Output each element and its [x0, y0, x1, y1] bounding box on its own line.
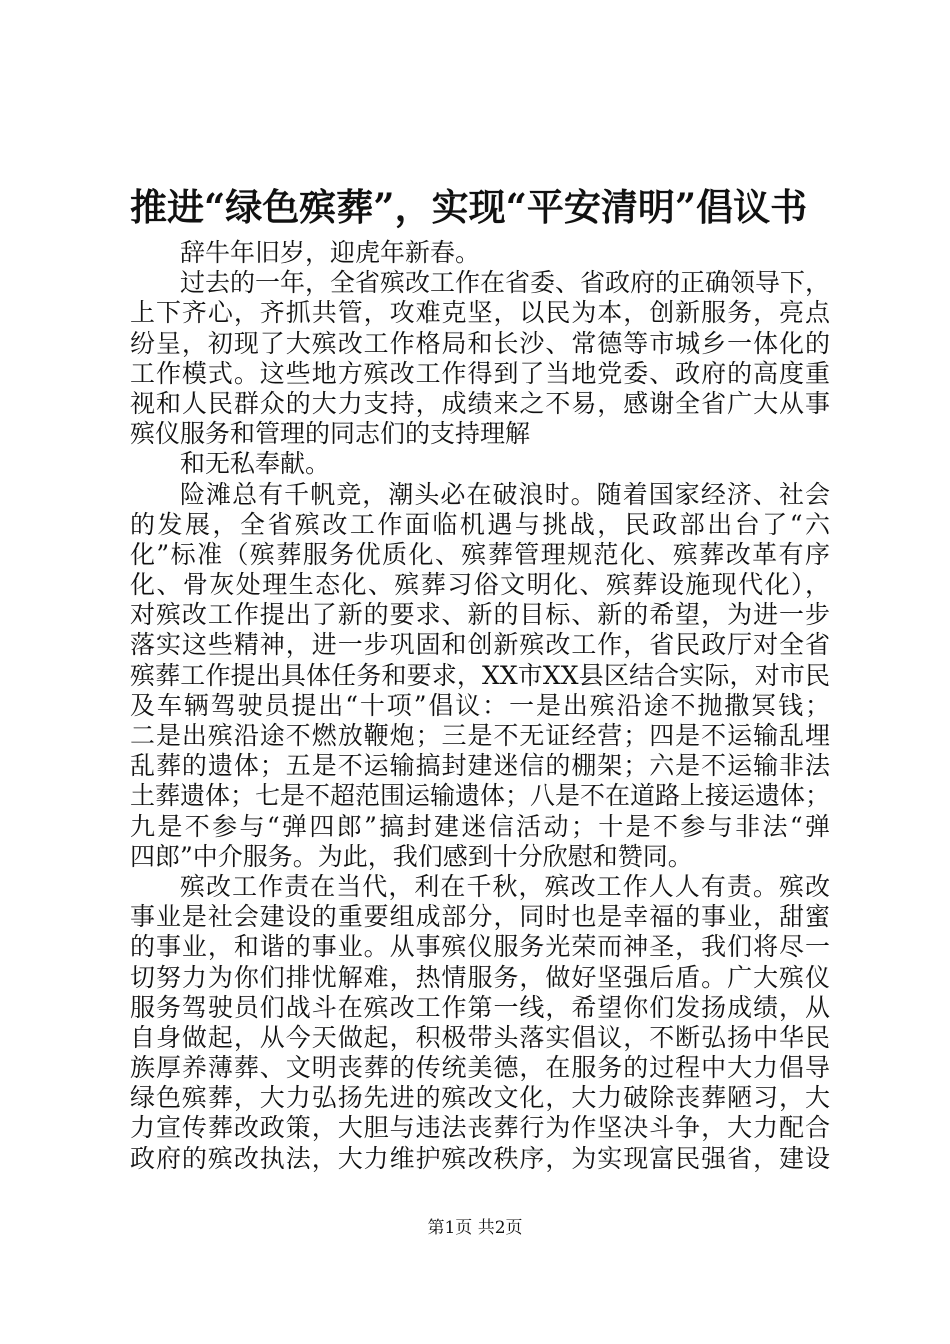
paragraph-line: 工作模式。这些地方殡改工作得到了当地党委、政府的高度重: [130, 358, 830, 388]
paragraph-line: 二是出殡沿途不燃放鞭炮；三是不无证经营；四是不运输乱埋: [130, 721, 830, 750]
paragraph-line: 政府的殡改执法，大力维护殡改秩序，为实现富民强省，建设: [130, 1143, 830, 1173]
paragraph-line: 化、骨灰处理生态化、殡葬习俗文明化、殡葬设施现代化），: [130, 570, 830, 600]
page-number-footer: 第1页 共2页: [427, 1218, 523, 1238]
paragraph-line: 落实这些精神，进一步巩固和创新殡改工作，省民政厅对全省: [130, 630, 830, 660]
paragraph-line: 殡葬工作提出具体任务和要求，XX市XX县区结合实际，对市民: [130, 660, 830, 690]
paragraph-line: 切努力为你们排忧解难，热情服务，做好坚强后盾。广大殡仪: [130, 962, 830, 992]
paragraph-line: 及车辆驾驶员提出“十项”倡议：一是出殡沿途不抛撒冥钱；: [130, 690, 830, 720]
paragraph-line: 服务驾驶员们战斗在殡改工作第一线，希望你们发扬成绩，从: [130, 992, 830, 1022]
paragraph-line: 和无私奉献。: [180, 449, 331, 479]
paragraph-line: 上下齐心，齐抓共管，攻难克坚，以民为本，创新服务，亮点: [130, 298, 830, 328]
paragraph-line: 土葬遗体；七是不超范围运输遗体；八是不在道路上接运遗体；: [130, 781, 831, 811]
paragraph-line: 殡仪服务和管理的同志们的支持理解: [130, 419, 531, 449]
paragraph-line: 九是不参与“弹四郎”搞封建迷信活动；十是不参与非法“弹: [130, 811, 830, 841]
paragraph-line: 视和人民群众的大力支持，成绩来之不易，感谢全省广大从事: [130, 388, 830, 418]
paragraph-line: 自身做起，从今天做起，积极带头落实倡议，不断弘扬中华民: [130, 1022, 830, 1052]
paragraph-line: 对殡改工作提出了新的要求、新的目标、新的希望，为进一步: [130, 600, 830, 630]
paragraph-line: 纷呈，初现了大殡改工作格局和长沙、常德等市城乡一体化的: [130, 328, 830, 358]
paragraph-line: 族厚养薄葬、文明丧葬的传统美德，在服务的过程中大力倡导: [130, 1053, 830, 1083]
paragraph-line: 力宣传葬改政策，大胆与违法丧葬行为作坚决斗争，大力配合: [130, 1113, 830, 1143]
paragraph-line: 化”标准（殡葬服务优质化、殡葬管理规范化、殡葬改革有序: [130, 539, 830, 569]
document-body: [130, 238, 830, 1174]
paragraph-line: 殡改工作责在当代，利在千秋，殡改工作人人有责。殡改: [180, 871, 830, 901]
paragraph-line: 绿色殡葬，大力弘扬先进的殡改文化，大力破除丧葬陋习，大: [130, 1083, 830, 1113]
paragraph-line: 的事业，和谐的事业。从事殡仪服务光荣而神圣，我们将尽一: [130, 932, 830, 962]
paragraph-line: 事业是社会建设的重要组成部分，同时也是幸福的事业，甜蜜: [130, 902, 830, 932]
paragraph-line: 的发展，全省殡改工作面临机遇与挑战，民政部出台了“六: [130, 509, 830, 539]
paragraph-line: 辞牛年旧岁，迎虎年新春。: [180, 238, 481, 267]
paragraph-line: 乱葬的遗体；五是不运输搞封建迷信的棚架；六是不运输非法: [130, 751, 830, 781]
paragraph-line: 险滩总有千帆竞，潮头必在破浪时。随着国家经济、社会: [180, 479, 830, 509]
paragraph-line: 四郎”中介服务。为此，我们感到十分欣慰和赞同。: [130, 841, 693, 871]
document-title: 推进“绿色殡葬”，实现“平安清明”倡议书: [130, 185, 808, 229]
paragraph-line: 过去的一年，全省殡改工作在省委、省政府的正确领导下，: [180, 268, 831, 298]
